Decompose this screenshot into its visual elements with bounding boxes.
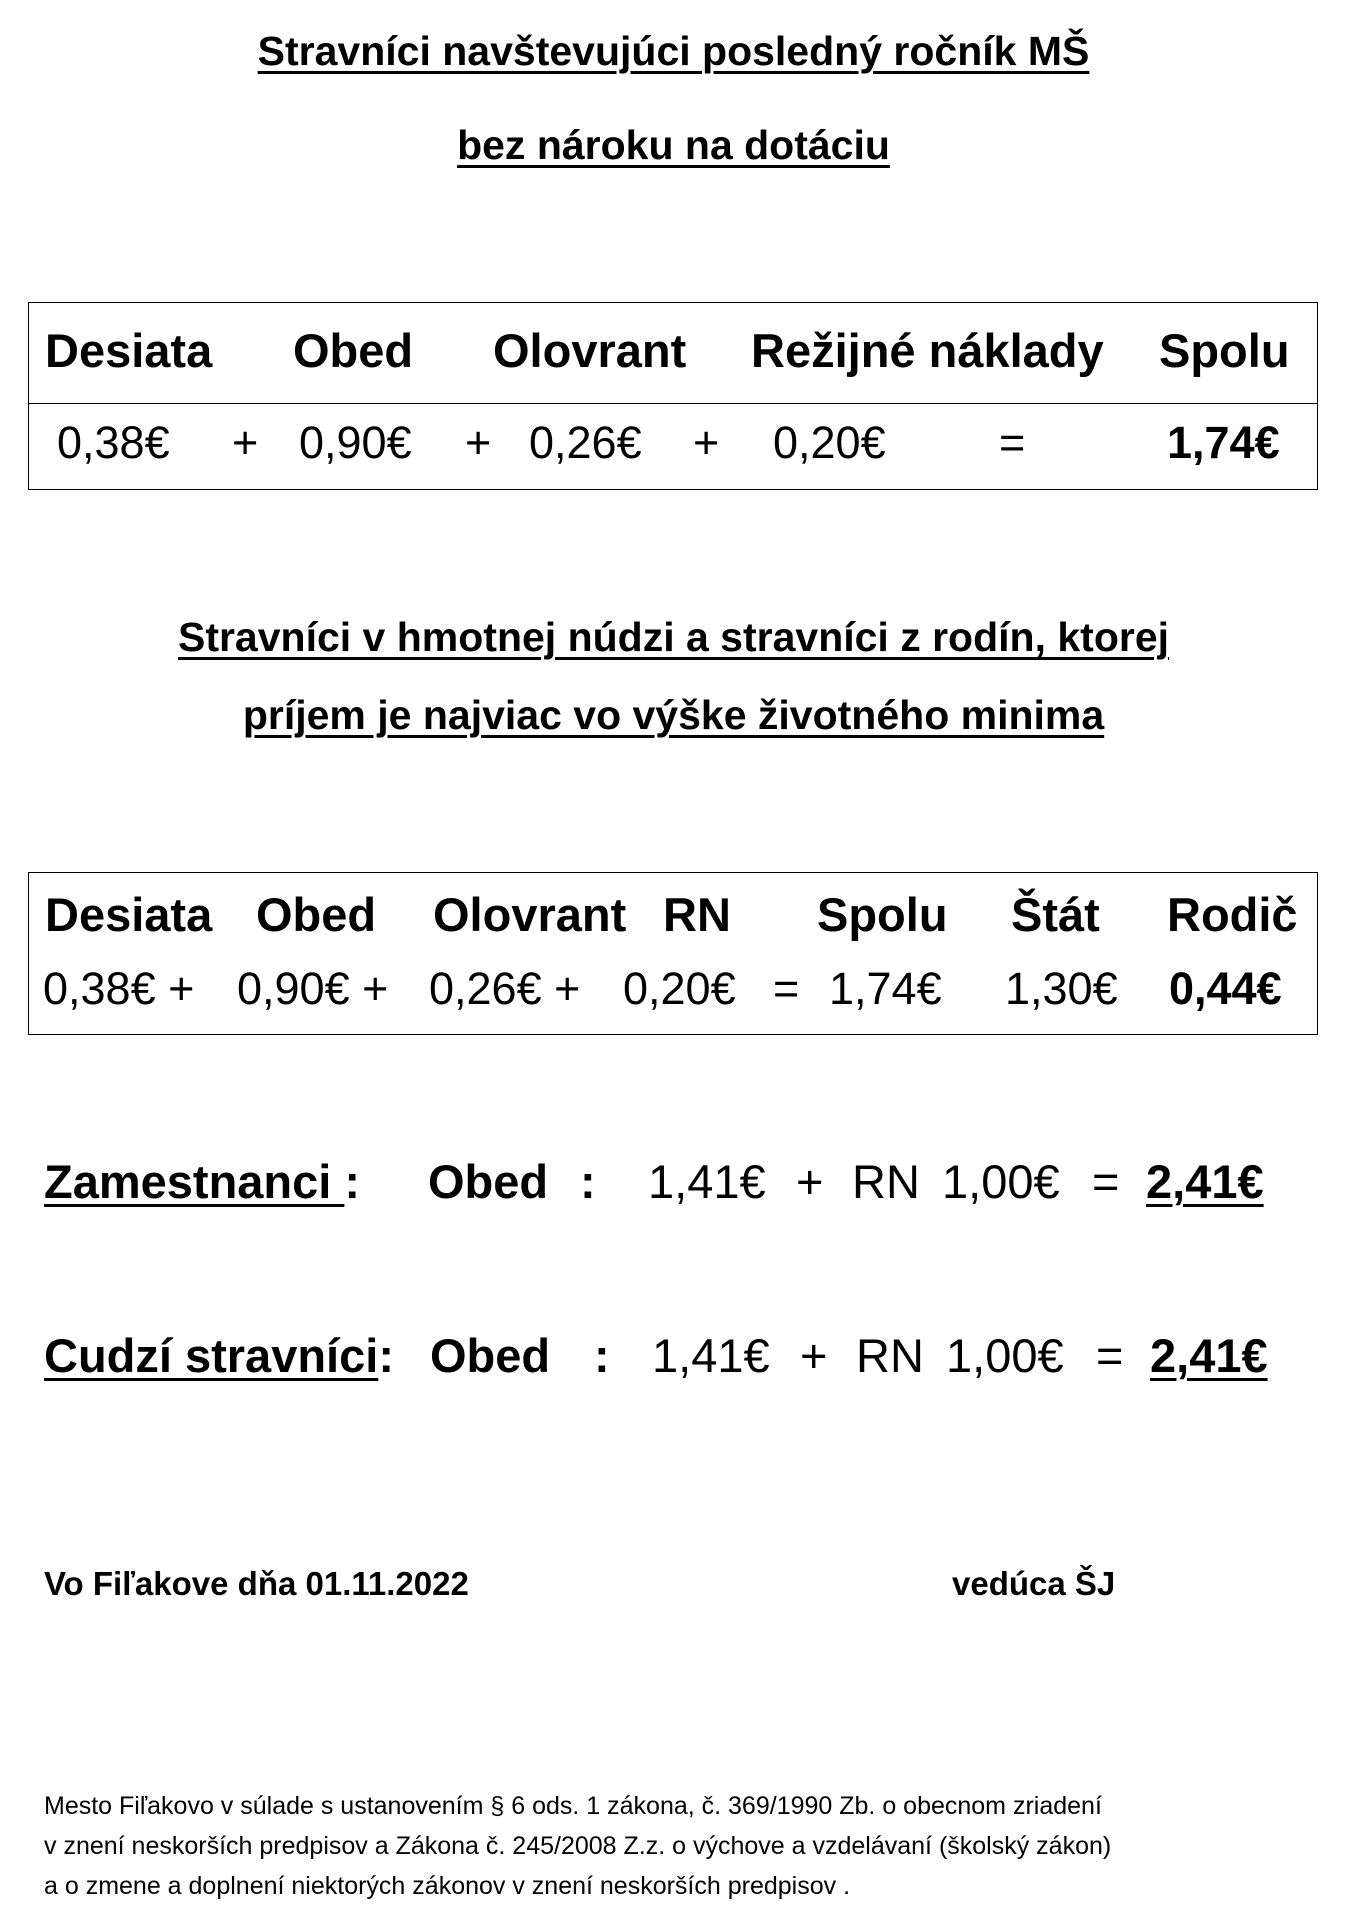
header-obed: Obed xyxy=(293,324,414,377)
employees-price: 1,41€ xyxy=(648,1155,766,1208)
header-desiata: Desiata xyxy=(45,324,213,377)
header-olovrant: Olovrant xyxy=(493,324,687,377)
header-desiata: Desiata xyxy=(45,888,213,941)
value-rodic: 0,44€ xyxy=(1169,963,1282,1014)
value-rezijne: 0,20€ xyxy=(773,417,886,468)
legal-text-line2: v znení neskorších predpisov a Zákona č. 245/2008 Z.z. o výchove a vzdelávaní (školský zákon) xyxy=(44,1832,1112,1860)
value-rn: 0,20€ xyxy=(623,963,736,1014)
price-table-1 xyxy=(28,302,1318,490)
foreign-label: Cudzí stravníci: xyxy=(44,1329,394,1382)
foreign-meal-colon: : xyxy=(594,1329,610,1382)
operator-equals: = xyxy=(1096,1329,1124,1382)
value-desiata: 0,38€ xyxy=(57,417,170,468)
value-desiata: 0,38€ + xyxy=(43,963,195,1014)
legal-text-line3: a o zmene a doplnení niektorých zákonov v znení neskorších predpisov . xyxy=(44,1872,851,1900)
operator-plus: + xyxy=(800,1329,828,1382)
operator-equals: = xyxy=(1092,1155,1120,1208)
section1-title-line1: Stravníci navštevujúci posledný ročník MŠ xyxy=(257,28,1090,74)
header-rodic: Rodič xyxy=(1167,888,1298,941)
employees-total: 2,41€ xyxy=(1146,1155,1264,1208)
value-olovrant: 0,26€ + xyxy=(429,963,581,1014)
header-olovrant: Olovrant xyxy=(433,888,627,941)
legal-text-line1: Mesto Fiľakovo v súlade s ustanovením § 6 ods. 1 zákona, č. 369/1990 Zb. o obecnom zriadení xyxy=(44,1792,1102,1820)
operator-equals: = xyxy=(999,417,1026,468)
foreign-meal: Obed xyxy=(430,1329,551,1382)
employees-rn: RN xyxy=(852,1155,920,1208)
value-stat: 1,30€ xyxy=(1005,963,1118,1014)
header-spolu: Spolu xyxy=(817,888,948,941)
operator-plus: + xyxy=(693,417,720,468)
operator-plus: + xyxy=(796,1155,824,1208)
header-spolu: Spolu xyxy=(1159,324,1290,377)
header-stat: Štát xyxy=(1011,888,1100,941)
employees-label: Zamestnanci : xyxy=(44,1155,361,1208)
value-obed: 0,90€ xyxy=(299,417,412,468)
header-rezijne-naklady: Režijné náklady xyxy=(751,324,1104,377)
operator-equals: = xyxy=(773,963,800,1014)
foreign-total: 2,41€ xyxy=(1150,1329,1268,1382)
employees-rn-value: 1,00€ xyxy=(942,1155,1060,1208)
foreign-price: 1,41€ xyxy=(652,1329,770,1382)
value-obed: 0,90€ + xyxy=(237,963,389,1014)
section2-title-line1: Stravníci v hmotnej núdzi a stravníci z rodín, ktorej xyxy=(177,614,1170,660)
price-table-2 xyxy=(28,872,1318,1035)
employees-meal-colon: : xyxy=(580,1155,596,1208)
section1-title-line2: bez nároku na dotáciu xyxy=(457,122,890,168)
employees-meal: Obed xyxy=(428,1155,549,1208)
header-rn: RN xyxy=(663,888,731,941)
header-obed: Obed xyxy=(256,888,377,941)
table-divider xyxy=(29,403,1317,404)
foreign-rn: RN xyxy=(856,1329,924,1382)
place-date: Vo Fiľakove dňa 01.11.2022 xyxy=(44,1565,469,1602)
operator-plus: + xyxy=(465,417,492,468)
value-spolu: 1,74€ xyxy=(1167,417,1280,468)
operator-plus: + xyxy=(232,417,259,468)
foreign-rn-value: 1,00€ xyxy=(946,1329,1064,1382)
section2-title-line2: príjem je najviac vo výške životného minima xyxy=(242,692,1105,738)
value-olovrant: 0,26€ xyxy=(529,417,642,468)
signature-label: vedúca ŠJ xyxy=(952,1565,1116,1602)
value-spolu: 1,74€ xyxy=(829,963,942,1014)
